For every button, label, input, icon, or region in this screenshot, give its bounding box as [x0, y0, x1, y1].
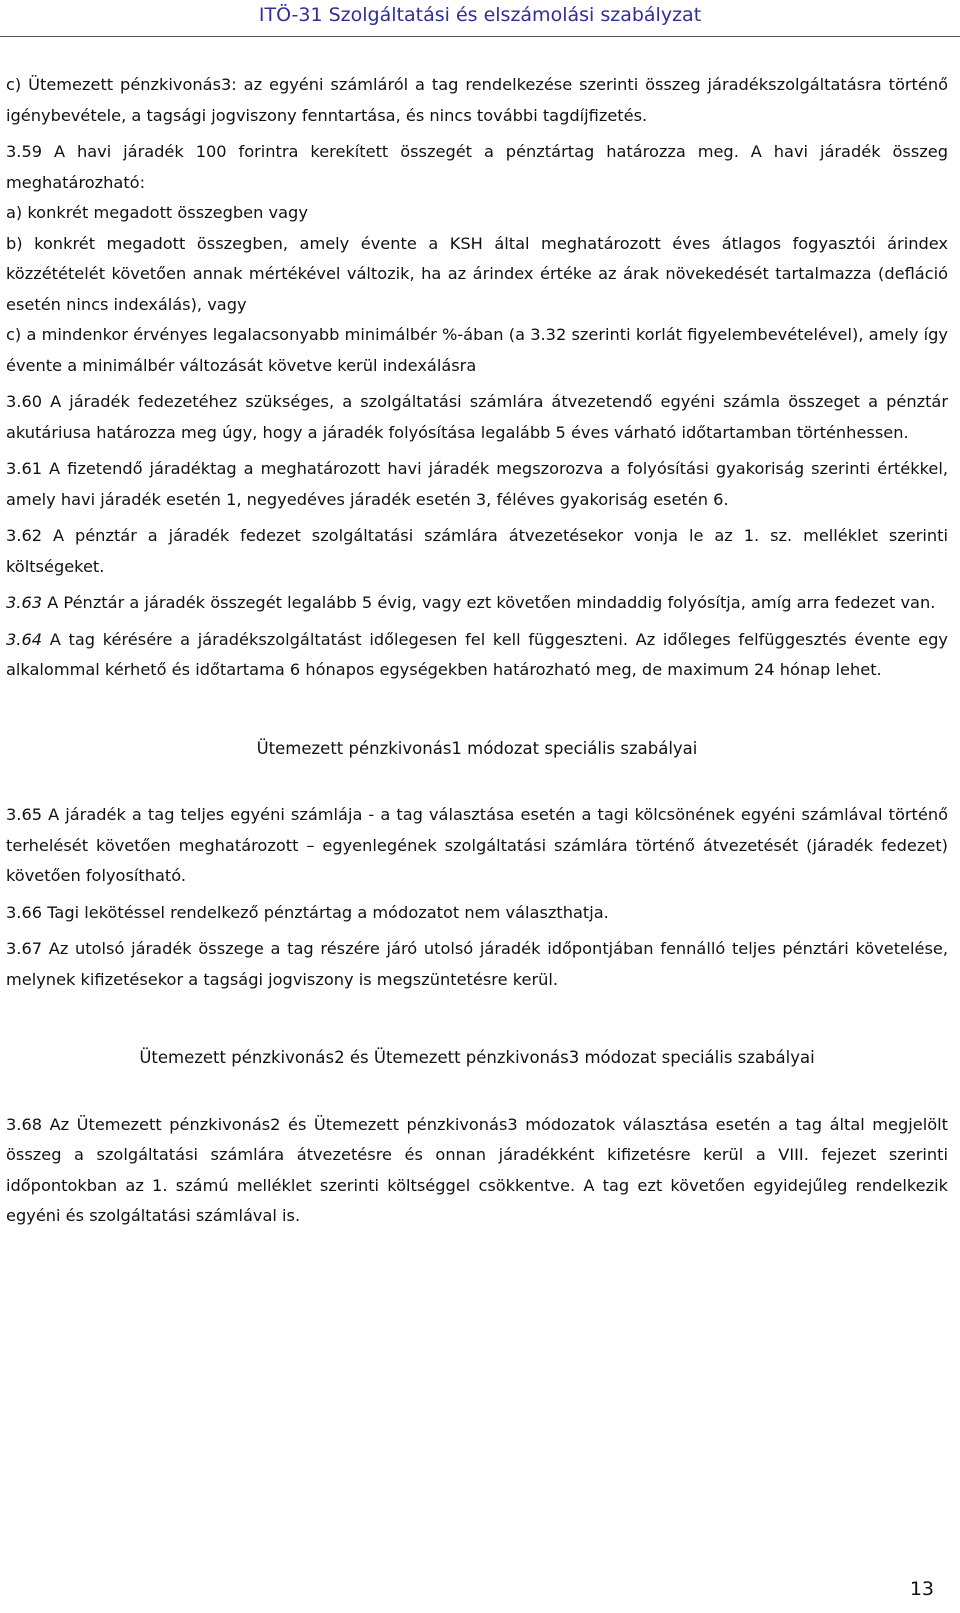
paragraph-3-64-text: A tag kérésére a járadékszolgáltatást időlegesen fel kell függeszteni. Az időleges felfüggesztés évente egy alkalommal kérhető és időtartama 6 hónapos egységekben határozható meg, de maximum 24 hónap lehet.	[6, 629, 948, 679]
paragraph-3-64-number: 3.64	[6, 629, 43, 649]
section-heading-2: Ütemezett pénzkivonás2 és Ütemezett pénzkivonás3 módozat speciális szabályai	[139, 1048, 815, 1067]
paragraph-3-67: 3.67 Az utolsó járadék összege a tag részére járó utolsó járadék időpontjában fennálló teljes pénztári követelése, melynek kifizetésekor a tagsági jogviszony is megszüntetésre kerül.	[6, 939, 948, 989]
header-divider	[0, 36, 960, 37]
paragraph-3-68: 3.68 Az Ütemezett pénzkivonás2 és Ütemezett pénzkivonás3 módozatok választása esetén a tag által megjelölt összeg a szolgáltatási számlára átvezetésre és onnan járadékként kifizetésre kerül a VIII. fejezet szerinti időpontokban az 1. számú melléklet szerinti költséggel csökkentve. A tag ezt követően egyidejűleg rendelkezik egyéni és szolgáltatási számlával is.	[6, 1114, 948, 1225]
paragraph-3-64	[6, 625, 948, 686]
paragraph-3-62: 3.62 A pénztár a járadék fedezet szolgáltatási számlára átvezetésekor vonja le az 1. sz. melléklet szerinti költségeket.	[6, 526, 948, 576]
paragraph-3-60: 3.60 A járadék fedezetéhez szükséges, a szolgáltatási számlára átvezetendő egyéni számla összeget a pénztár akutáriusa határozza meg úgy, hogy a járadék folyósítása legalább 5 éves várható időtartamban történhessen.	[6, 392, 948, 442]
paragraph-3-65: 3.65 A járadék a tag teljes egyéni számlája - a tag választása esetén a tagi kölcsönének egyéni számlával történő terhelését követően meghatározott – egyenlegének szolgáltatási számlára történő átvezetését (járadék fedezet) követően folyosítható.	[6, 805, 948, 885]
page-number: 13	[909, 1578, 934, 1600]
paragraph-3-59-c: c) a mindenkor érvényes legalacsonyabb minimálbér %-ában (a 3.32 szerinti korlát figyelembevételével), amely így évente a minimálbér változását követve kerül indexálásra	[6, 325, 948, 375]
paragraph-c-item: c) Ütemezett pénzkivonás3: az egyéni számláról a tag rendelkezése szerinti összeg járadékszolgáltatásra történő igénybevétele, a tagsági jogviszony fenntartása, és nincs további tagdíjfizetés.	[6, 75, 948, 125]
section-heading-1: Ütemezett pénzkivonás1 módozat speciális szabályai	[256, 738, 698, 758]
paragraph-3-59: 3.59 A havi járadék 100 forintra kerekített összegét a pénztártag határozza meg. A havi járadék összeg meghatározható:	[6, 142, 948, 192]
paragraph-3-63-text: A Pénztár a járadék összegét legalább 5 évig, vagy ezt követően mindaddig folyósítja, amíg arra fedezet van.	[42, 593, 936, 612]
paragraph-3-63-number: 3.63	[6, 593, 43, 612]
paragraph-3-59-b: b) konkrét megadott összegben, amely évente a KSH által meghatározott éves átlagos fogyasztói árindex közzétételét követően annak mértékével változik, ha az árindex értéke az árak növekedését tartalmazza (defláció esetén nincs indexálás), vagy	[6, 233, 948, 314]
paragraph-3-61: 3.61 A fizetendő járadéktag a meghatározott havi járadék megszorozva a folyósítási gyakoriság szerinti értékkel, amely havi járadék esetén 1, negyedéves járadék esetén 3, féléves gyakoriság esetén 6.	[6, 459, 948, 509]
paragraph-3-59-a: a) konkrét megadott összegben vagy	[6, 203, 308, 222]
document-body	[6, 70, 948, 1232]
paragraph-3-63	[6, 588, 948, 619]
page-header: ITÖ-31 Szolgáltatási és elszámolási szabályzat	[258, 4, 702, 26]
paragraph-3-66: 3.66 Tagi lekötéssel rendelkező pénztártag a módozatot nem választhatja.	[6, 902, 609, 922]
